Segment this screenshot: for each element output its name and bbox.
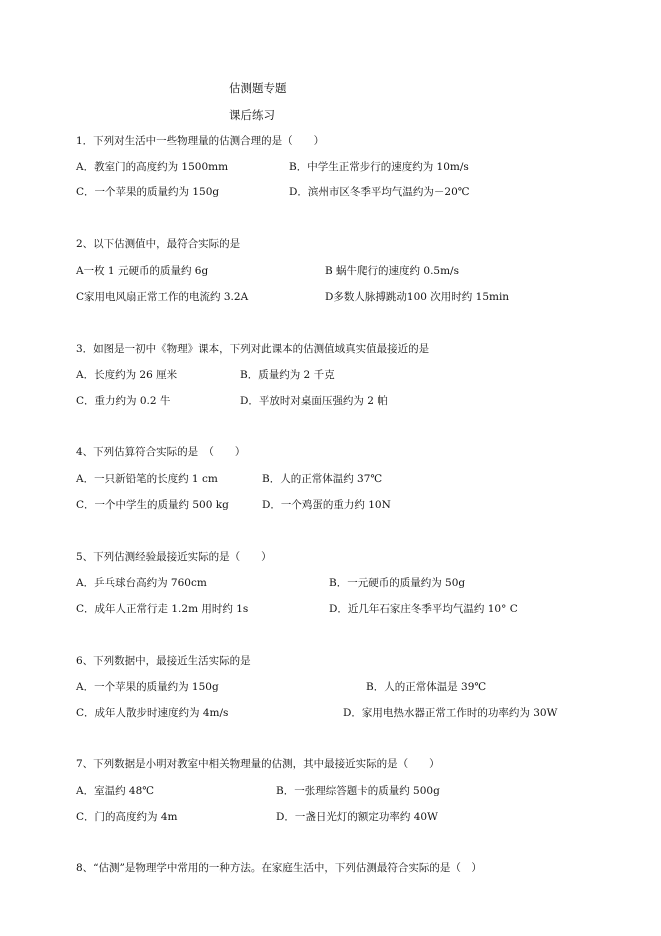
question-8-stem: 8、“估测”是物理学中常用的一种方法。在家庭生活中，下列估测最符合实际的是（ ） [76,862,482,874]
question-6-option-d: D．家用电热水器正常工作时的功率约为 30W [343,707,558,719]
question-4-option-d: D．一个鸡蛋的重力约 10N [262,499,391,511]
question-6-stem: 6、下列数据中，最接近生活实际的是 [76,655,251,667]
question-5-option-a: A．乒乓球台高约为 760cm [76,577,207,589]
document-title: 估测题专题 [229,81,287,95]
question-1-option-b: B．中学生正常步行的速度约为 10m/s [289,161,469,173]
question-6-option-a: A．一个苹果的质量约为 150g [76,681,219,693]
question-3-option-b: B．质量约为 2 千克 [240,369,335,381]
question-3-option-c: C．重力约为 0.2 牛 [76,395,171,407]
question-5-stem: 5、下列估测经验最接近实际的是（ ） [76,551,272,563]
question-4-stem: 4、下列估算符合实际的是 （ ） [76,446,246,458]
question-5-option-d: D．近几年石家庄冬季平均气温约 10° C [329,603,518,615]
question-1-stem: 1．下列对生活中一些物理量的估测合理的是（ ） [76,135,325,147]
question-7-option-b: B．一张理综答题卡的质量约 500g [276,785,440,797]
question-7-option-d: D．一盏日光灯的额定功率约 40W [276,811,438,823]
question-7-option-a: A．室温约 48℃ [76,785,155,797]
question-4-option-c: C．一个中学生的质量约 500 kg [76,499,229,511]
document-subtitle: 课后练习 [229,108,275,122]
question-5-option-c: C．成年人正常行走 1.2m 用时约 1s [76,603,249,615]
question-1-option-d: D．滨州市区冬季平均气温约为－20℃ [289,186,470,198]
question-4-option-b: B．人的正常体温约 37℃ [262,473,383,485]
question-2-option-b: B 蜗牛爬行的速度约 0.5m/s [325,265,459,277]
question-4-option-a: A．一只新铅笔的长度约 1 cm [76,473,218,485]
question-1-option-a: A．教室门的高度约为 1500mm [76,161,229,173]
question-7-stem: 7、下列数据是小明对教室中相关物理量的估测，其中最接近实际的是（ ） [76,758,440,770]
question-3-option-a: A．长度约为 26 厘米 [76,369,178,381]
question-6-option-b: B．人的正常体温是 39℃ [366,681,487,693]
question-6-option-c: C．成年人散步时速度约为 4m/s [76,707,229,719]
question-2-option-a: A一枚 1 元硬币的质量约 6g [76,265,209,277]
question-7-option-c: C．门的高度约为 4m [76,811,178,823]
question-1-option-c: C．一个苹果的质量约为 150g [76,186,220,198]
question-2-option-c: C家用电风扇正常工作的电流约 3.2A [76,291,249,303]
question-3-stem: 3．如图是一初中《物理》课本，下列对此课本的估测值域真实值最接近的是 [76,343,430,355]
question-5-option-b: B．一元硬币的质量约为 50g [329,577,466,589]
question-3-option-d: D．平放时对桌面压强约为 2 帕 [240,395,388,407]
question-2-option-d: D多数人脉搏跳动100 次用时约 15min [325,291,510,303]
question-2-stem: 2、以下估测值中，最符合实际的是 [76,238,241,250]
